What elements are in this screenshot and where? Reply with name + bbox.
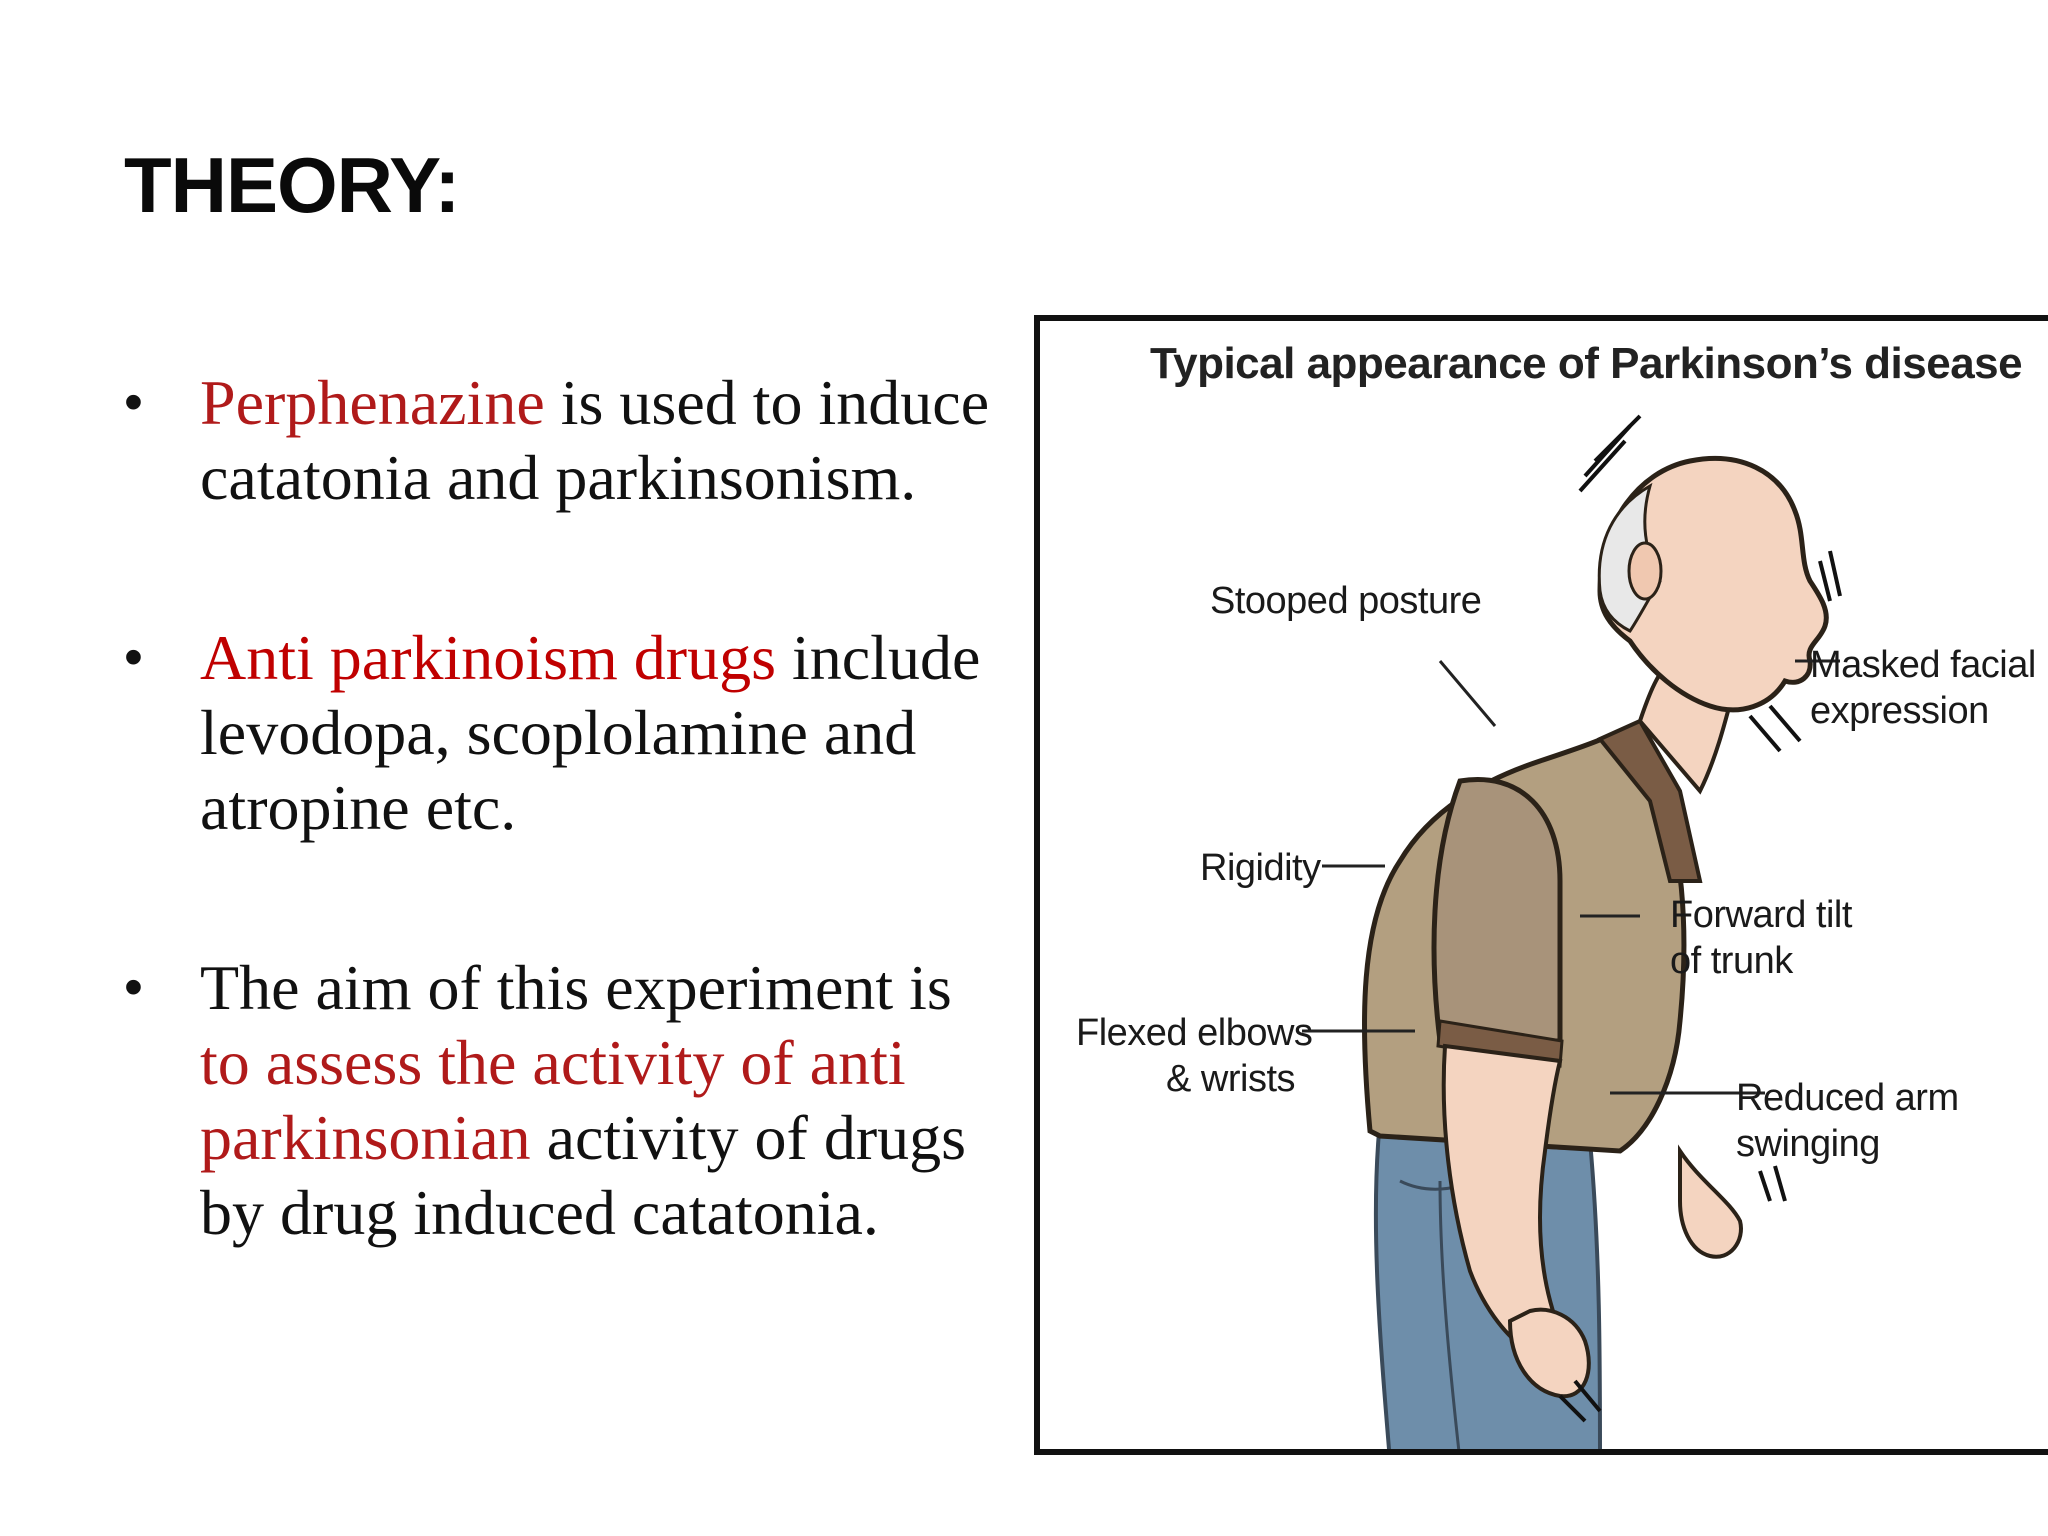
bullet-list bbox=[118, 365, 998, 1250]
sleeve bbox=[1434, 779, 1560, 1041]
figure-title: Typical appearance of Parkinson’s disease bbox=[1150, 339, 2023, 388]
label-reduced-2: swinging bbox=[1736, 1123, 1880, 1165]
bullet-highlight: to assess the activity of anti parkinsonian bbox=[200, 1027, 906, 1173]
label-masked-1: Masked facial bbox=[1810, 644, 2036, 686]
bullet-dot: • bbox=[124, 372, 143, 432]
bullet-item bbox=[118, 620, 998, 845]
front-hand bbox=[1680, 1151, 1741, 1257]
bullet-text: activity of drugs by drug induced catatonia. bbox=[200, 1102, 967, 1248]
slide-title: THEORY: bbox=[124, 141, 460, 229]
label-tilt-1: Forward tilt bbox=[1670, 894, 1852, 936]
bullet-dot: • bbox=[124, 627, 143, 687]
label-reduced-1: Reduced arm bbox=[1736, 1077, 1959, 1119]
label-flexed-1: Flexed elbows bbox=[1076, 1012, 1313, 1054]
label-tilt-2: of trunk bbox=[1670, 940, 1793, 982]
label-masked-2: expression bbox=[1810, 690, 1989, 732]
parkinsons-figure bbox=[1034, 315, 2048, 1455]
bullet-text: The aim of this experiment is bbox=[200, 952, 952, 1023]
bullet-text: is used to induce catatonia and parkinsonism. bbox=[200, 367, 990, 513]
parkinsons-illustration bbox=[1040, 321, 2048, 1455]
bullet-dot: • bbox=[124, 957, 143, 1017]
label-stooped-posture: Stooped posture bbox=[1210, 580, 1482, 622]
label-flexed-2: & wrists bbox=[1166, 1058, 1295, 1100]
bullet-item bbox=[118, 365, 998, 515]
bullet-highlight: Perphenazine bbox=[200, 367, 545, 438]
ear bbox=[1629, 543, 1661, 599]
bullet-text: include levodopa, scoplolamine and atropine etc. bbox=[200, 622, 981, 843]
bullet-item bbox=[118, 950, 998, 1250]
label-rigidity: Rigidity bbox=[1200, 847, 1321, 889]
bullet-highlight: Anti parkinoism drugs bbox=[200, 622, 776, 693]
